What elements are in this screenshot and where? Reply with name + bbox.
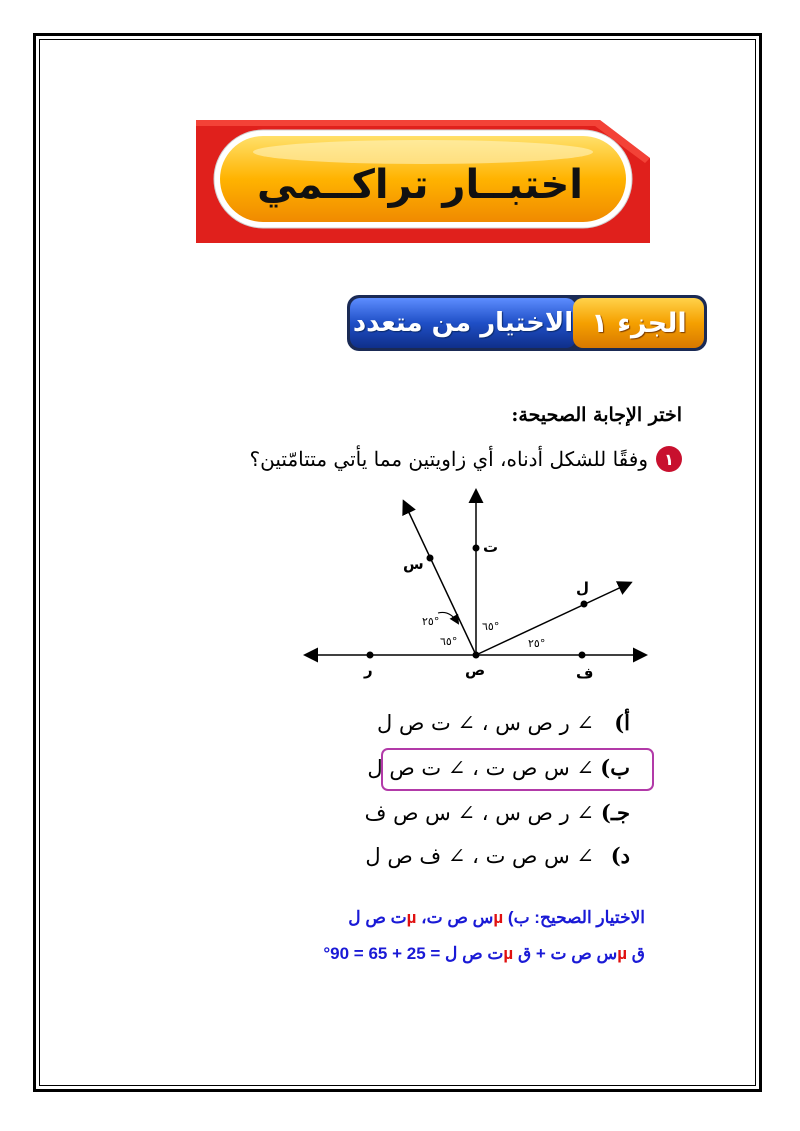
- angle-25-right: ٢٥°: [528, 637, 546, 650]
- label-center: ص: [465, 661, 486, 679]
- label-t: ت: [483, 538, 499, 556]
- option-c[interactable]: [365, 800, 630, 825]
- part-name: الاختيار من متعدد: [352, 308, 574, 338]
- angle-symbol: µ: [406, 908, 417, 927]
- question-text: وفقًا للشكل أدناه، أي زاويتين مما يأتي متتامّتين؟: [249, 447, 648, 471]
- title-text: اختبــار تراكــمي: [257, 162, 584, 208]
- option-a-text: ∠ ر ص س ، ∠ ت ص ل: [377, 710, 594, 735]
- answer-line-1: [348, 908, 645, 928]
- answer-angle-1: س ص ت،: [421, 908, 494, 927]
- point-f: [579, 652, 586, 659]
- answer-line-2: [323, 944, 645, 964]
- label-r: ر: [364, 661, 373, 679]
- angle-65-left: ٦٥°: [440, 635, 458, 648]
- option-c-text: ∠ ر ص س ، ∠ س ص ف: [364, 800, 594, 825]
- angle-figure: [300, 485, 655, 685]
- option-c-label: جـ): [600, 800, 630, 825]
- point-t: [473, 545, 480, 552]
- ray-l: [476, 583, 630, 655]
- option-b[interactable]: [367, 755, 630, 780]
- angle-symbol: µ: [617, 944, 628, 963]
- question: [250, 446, 682, 472]
- point-s: [427, 555, 434, 562]
- measure-q: ق: [631, 944, 645, 963]
- answer-sum-part-1: س ص ت + ق: [517, 944, 618, 963]
- angle-65-right: ٦٥°: [482, 620, 500, 633]
- option-d[interactable]: [365, 843, 630, 868]
- option-d-text: ∠ س ص ت ، ∠ ف ص ل: [365, 843, 594, 868]
- point-l: [581, 601, 588, 608]
- label-s: س: [403, 555, 424, 573]
- label-l: ل: [576, 579, 590, 597]
- option-d-label: د): [610, 843, 630, 868]
- angle-symbol: µ: [493, 908, 504, 927]
- point-r: [367, 652, 374, 659]
- option-a[interactable]: [377, 710, 630, 735]
- angle-25-left: ٢٥°: [422, 615, 440, 628]
- point-center: [473, 652, 480, 659]
- part-number: الجزء ١: [591, 307, 687, 339]
- option-b-label: ب): [600, 755, 630, 780]
- answer-prefix: الاختيار الصحيح: ب): [507, 908, 645, 927]
- label-f: ف: [576, 664, 594, 682]
- question-number: ١: [656, 446, 682, 472]
- ray-s: [404, 502, 476, 655]
- option-a-label: أ): [614, 710, 630, 735]
- instruction: اختر الإجابة الصحيحة:: [511, 404, 682, 426]
- angle-symbol: µ: [503, 944, 514, 963]
- answer-sum-part-2: ت ص ل = 25 + 65 = 90°: [323, 944, 504, 963]
- angle-arc: [438, 612, 458, 623]
- answer-angle-2: ت ص ل: [348, 908, 407, 927]
- option-b-text: ∠ س ص ت ، ∠ ت ص ل: [367, 755, 594, 780]
